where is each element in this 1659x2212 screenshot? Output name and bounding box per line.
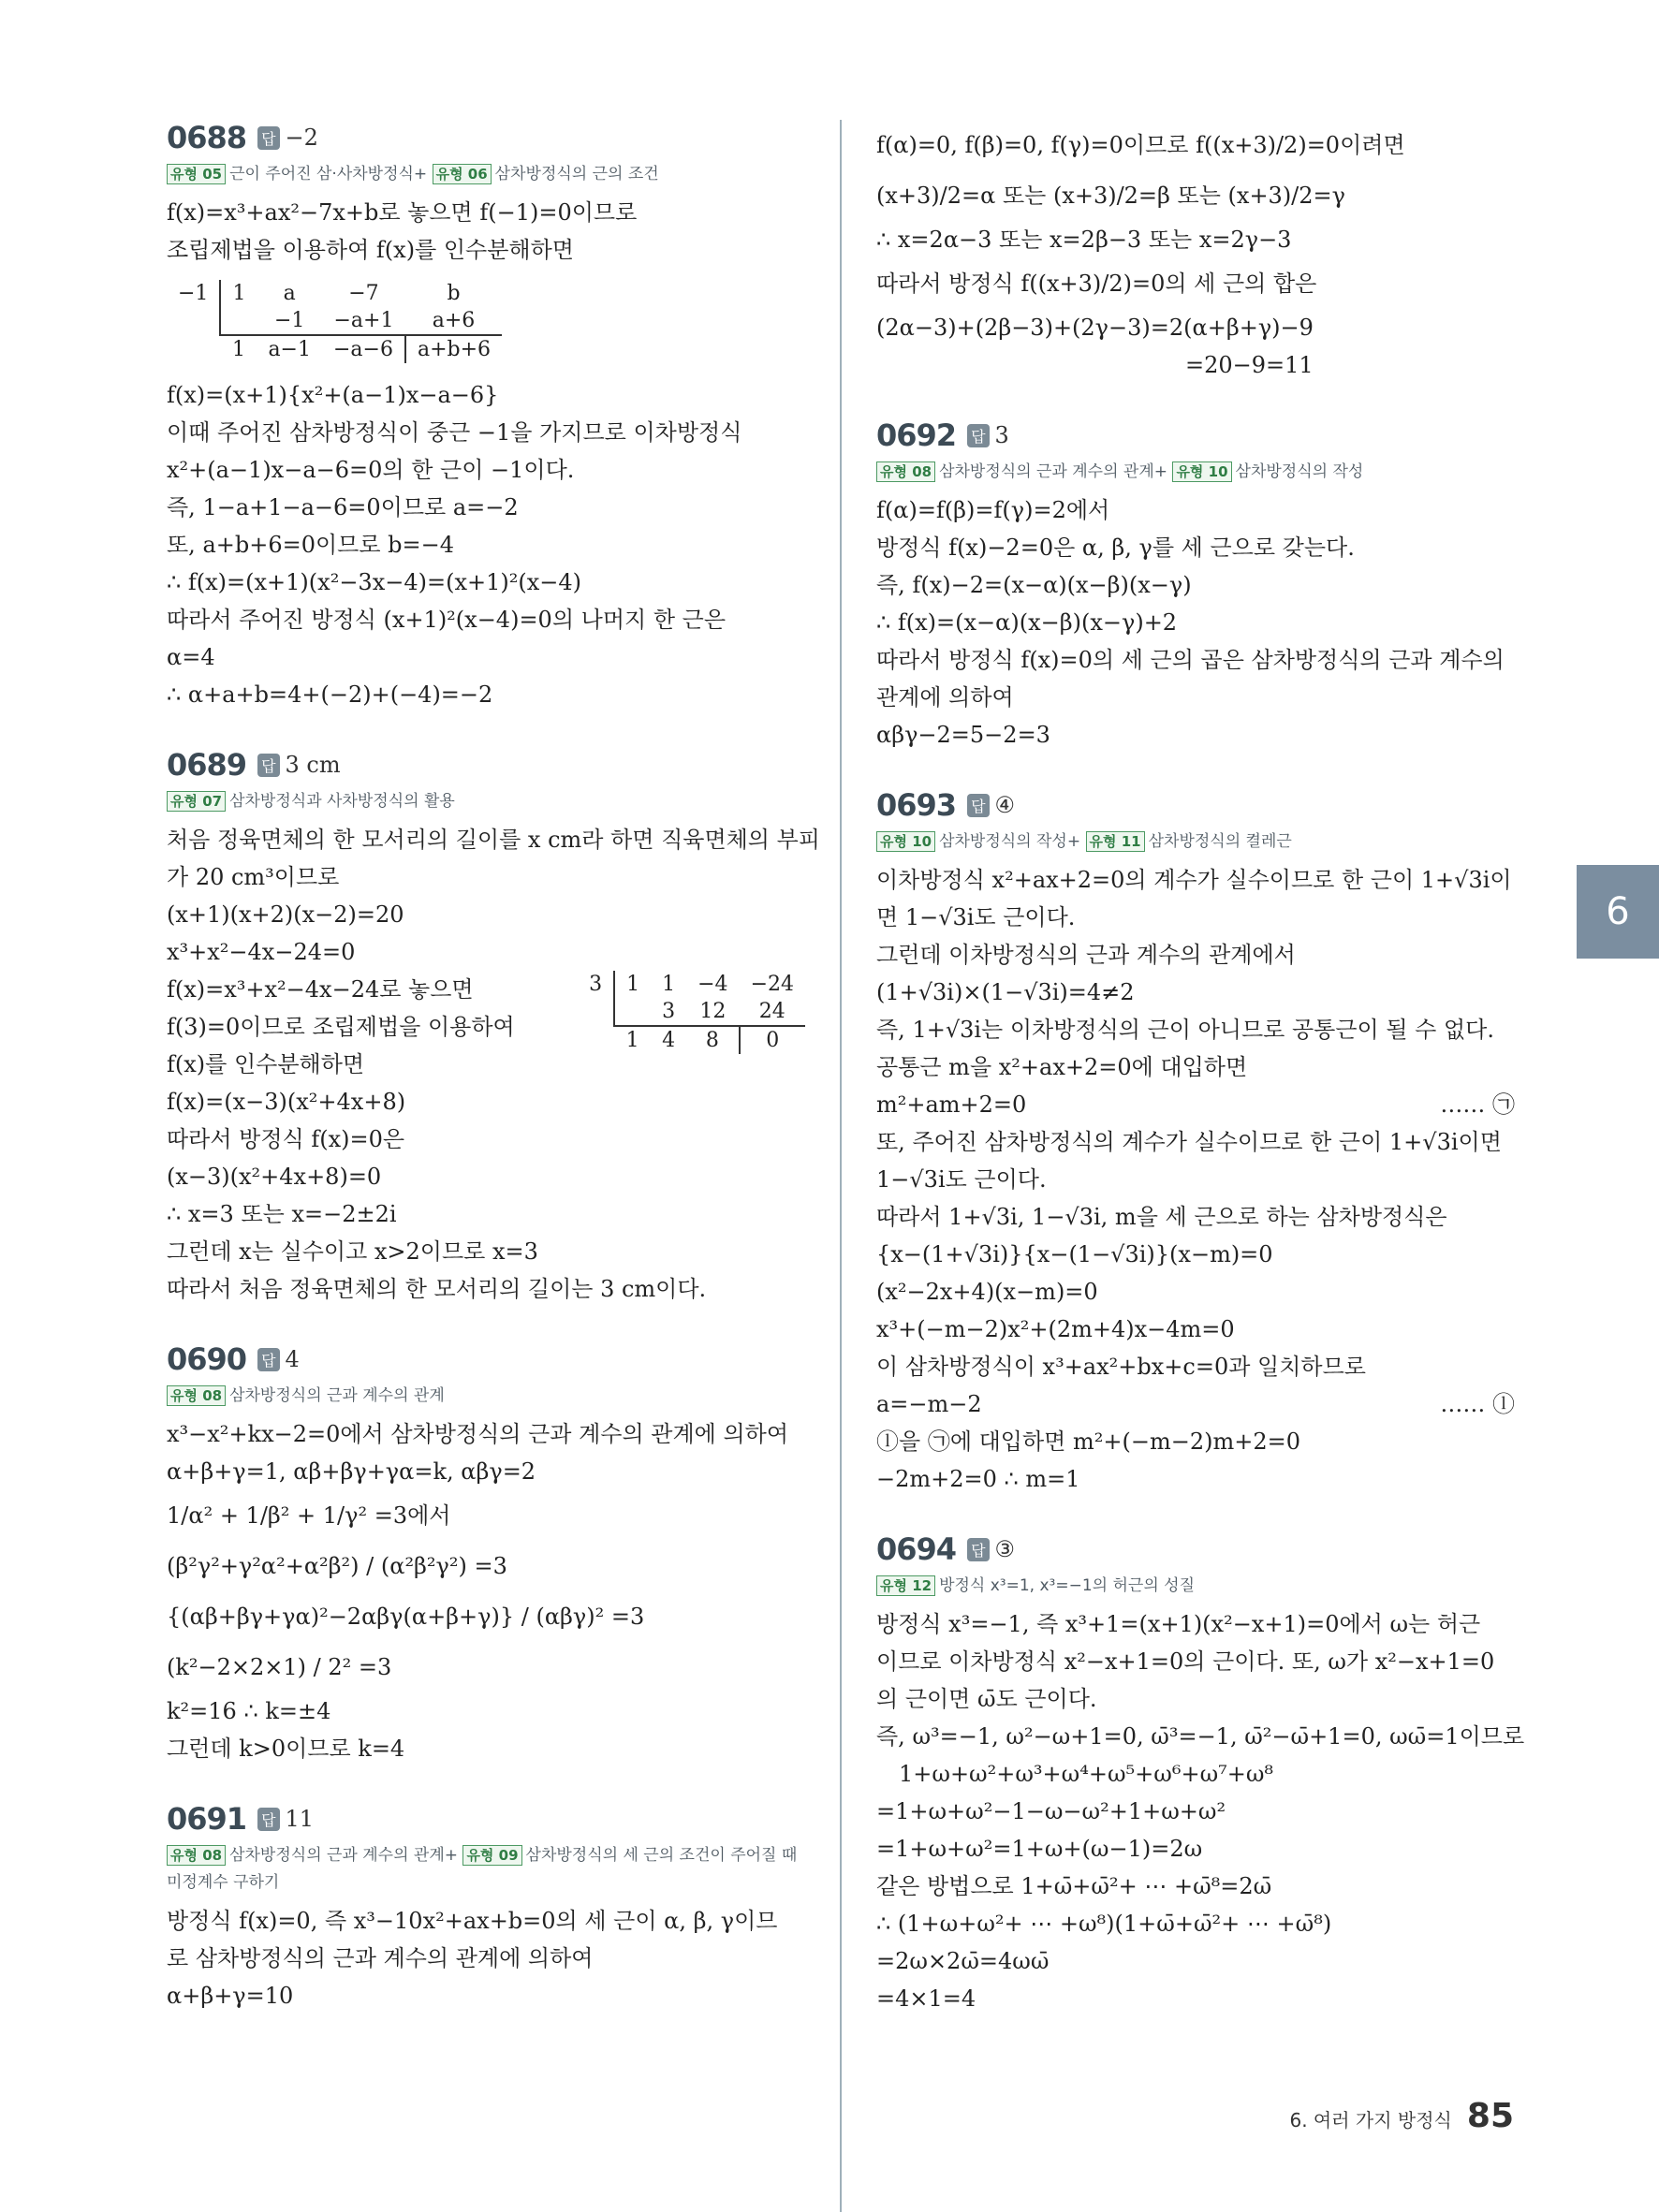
right-column <box>876 120 1525 2051</box>
problem-0692 <box>876 417 1515 754</box>
synth-cell: −24 <box>750 973 794 996</box>
solution-line: k²=16 ∴ k=±4 <box>167 1698 331 1724</box>
type-tag: 유형 12 <box>876 1575 935 1596</box>
problem-0690 <box>167 1341 805 1767</box>
type-tags <box>876 828 1515 856</box>
problem-0691 <box>167 1801 805 2014</box>
equation-text: a=−m−2 <box>876 1391 982 1417</box>
answer-label: 답 <box>967 1538 989 1561</box>
solution-line: 로 삼차방정식의 근과 계수의 관계에 의하여 <box>167 1945 594 1971</box>
synth-cell: 1 <box>614 971 651 998</box>
synth-cell: −1 <box>257 307 322 335</box>
answer-label: 답 <box>257 754 279 777</box>
solution-line: x³+x²−4x−24=0 <box>167 939 356 965</box>
synth-cell: a−1 <box>268 338 311 361</box>
synth-cell: b <box>447 282 461 305</box>
type-text: 삼차방정식의 근의 조건 <box>494 165 659 183</box>
synth-cell: 1 <box>662 973 676 996</box>
solution-line: (k²−2×2×1) / 2² =3 <box>167 1654 392 1680</box>
synth-cell <box>220 307 257 335</box>
left-column <box>167 120 820 2048</box>
solution-line: 따라서 방정식 f(x)=0은 <box>167 1126 405 1152</box>
solution-line: 즉, 1−a+1−a−6=0이므로 a=−2 <box>167 494 519 520</box>
synth-cell: 1 <box>231 338 245 361</box>
synth-divisor: −1 <box>178 282 209 305</box>
answer-value: ④ <box>994 792 1016 818</box>
type-tags <box>167 1842 805 1897</box>
answer-label: 답 <box>257 1808 279 1831</box>
equation-mark: …… ㉠ <box>1440 1091 1515 1118</box>
solution-line: 즉, ω³=−1, ω²−ω+1=0, ω̄³=−1, ω̄²−ω̄+1=0, ωω̄=1이므로 <box>876 1723 1525 1750</box>
solution-line: 즉, 1+√3i는 이차방정식의 근이 아니므로 공통근이 될 수 없다. <box>876 1017 1494 1043</box>
solution-line: ∴ x=2α−3 또는 x=2β−3 또는 x=2γ−3 <box>876 227 1292 253</box>
answer-value: −2 <box>285 125 318 151</box>
synth-cell: a+6 <box>405 307 502 335</box>
type-tag: 유형 07 <box>167 791 226 812</box>
solution-line: f(x)=x³+x²−4x−24로 놓으면 <box>167 976 474 1003</box>
page-footer <box>1289 2097 1514 2135</box>
synth-divisor: 3 <box>589 973 603 996</box>
solution-line: (x²−2x+4)(x−m)=0 <box>876 1279 1098 1305</box>
type-tags <box>167 1383 805 1410</box>
solution-line: 그런데 k>0이므로 k=4 <box>167 1736 405 1762</box>
solution-line: 1/α² + 1/β² + 1/γ² =3에서 <box>167 1502 451 1529</box>
type-text: 방정식 x³=1, x³=−1의 허근의 성질 <box>939 1576 1196 1595</box>
solution-line: 의 근이면 ω̄도 근이다. <box>876 1686 1097 1712</box>
solution-line: 처음 정육면체의 한 모서리의 길이를 x cm라 하면 직육면체의 부피 <box>167 827 820 853</box>
solution-line: =1+ω+ω²−1−ω−ω²+1+ω+ω² <box>876 1798 1226 1824</box>
problem-0693 <box>876 787 1515 1498</box>
equation-mark: …… ⓛ <box>1440 1391 1515 1417</box>
solution-line: 면 1−√3i도 근이다. <box>876 904 1076 930</box>
type-tag: 유형 10 <box>1172 461 1231 482</box>
solution-line: 같은 방법으로 1+ω̄+ω̄²+ ⋯ +ω̄⁸=2ω̄ <box>876 1873 1272 1899</box>
synth-cell: −a−6 <box>332 338 393 361</box>
solution-line: 또, a+b+6=0이므로 b=−4 <box>167 532 455 558</box>
solution-line: ∴ x=3 또는 x=−2±2i <box>167 1201 397 1227</box>
synth-remainder: 0 <box>740 1026 805 1054</box>
solution-line: 방정식 f(x)−2=0은 α, β, γ를 세 근으로 갖는다. <box>876 535 1355 561</box>
page-number: 85 <box>1466 2097 1514 2135</box>
problem-0694 <box>876 1531 1525 2017</box>
synth-cell: −4 <box>697 973 728 996</box>
type-tag: 유형 10 <box>876 831 935 852</box>
solution-line: x³+(−m−2)x²+(2m+4)x−4m=0 <box>876 1316 1235 1342</box>
solution-line: f(x)=(x−3)(x²+4x+8) <box>167 1089 406 1115</box>
solution-line: ∴ α+a+b=4+(−2)+(−4)=−2 <box>167 681 493 708</box>
solution-line: 가 20 cm³이므로 <box>167 864 340 890</box>
answer-value: ③ <box>994 1536 1016 1562</box>
solution-line: =2ω×2ω̄=4ωω̄ <box>876 1948 1050 1974</box>
synth-remainder: a+b+6 <box>405 335 502 363</box>
problem-number: 0689 <box>167 747 247 783</box>
solution-line: f(x)=x³+ax²−7x+b로 놓으면 f(−1)=0이므로 <box>167 199 638 226</box>
synth-cell: −7 <box>348 282 379 305</box>
synthetic-division <box>578 971 805 1054</box>
type-text: 삼차방정식의 작성 <box>1235 462 1364 481</box>
solution-line: {x−(1+√3i)}{x−(1−√3i)}(x−m)=0 <box>876 1241 1273 1267</box>
solution-line: =20−9=11 <box>1185 352 1314 378</box>
type-text: 삼차방정식의 근과 계수의 관계+ <box>229 1846 459 1865</box>
synth-cell: 24 <box>740 998 805 1026</box>
type-tags <box>876 1573 1515 1600</box>
solution-line: 조립제법을 이용하여 f(x)를 인수분해하면 <box>167 237 574 263</box>
solution-line: (β²γ²+γ²α²+α²β²) / (α²β²γ²) =3 <box>167 1553 507 1579</box>
synth-cell: 3 <box>651 998 686 1026</box>
answer-label: 답 <box>257 1348 279 1371</box>
solution-line: 1+ω+ω²+ω³+ω⁴+ω⁵+ω⁶+ω⁷+ω⁸ <box>899 1761 1274 1787</box>
solution-line: x²+(a−1)x−a−6=0의 한 근이 −1이다. <box>167 457 575 483</box>
type-text: 삼차방정식의 근과 계수의 관계+ <box>939 462 1168 481</box>
synth-cell: a <box>283 282 296 305</box>
type-text: 삼차방정식의 근과 계수의 관계 <box>229 1386 445 1405</box>
type-tags <box>167 788 805 815</box>
type-tag: 유형 09 <box>462 1845 521 1866</box>
problem-number: 0691 <box>167 1801 247 1837</box>
type-text: 삼차방정식의 세 근의 조건이 주어질 때 미정계수 구하기 <box>167 1846 798 1892</box>
problem-number: 0694 <box>876 1531 957 1567</box>
synth-cell: 8 <box>705 1029 719 1052</box>
solution-line: f(x)를 인수분해하면 <box>167 1051 365 1077</box>
solution-line: 따라서 처음 정육면체의 한 모서리의 길이는 3 cm이다. <box>167 1276 707 1302</box>
type-tag: 유형 06 <box>433 164 492 184</box>
answer-value: 4 <box>285 1346 300 1372</box>
type-tag: 유형 11 <box>1086 831 1145 852</box>
solution-line: ∴ (1+ω+ω²+ ⋯ +ω⁸)(1+ω̄+ω̄²+ ⋯ +ω̄⁸) <box>876 1911 1332 1937</box>
type-text: 삼차방정식의 켤레근 <box>1148 832 1292 851</box>
solution-line: 그런데 이차방정식의 근과 계수의 관계에서 <box>876 942 1296 968</box>
solution-line <box>876 1385 1515 1423</box>
solution-line: 이므로 이차방정식 x²−x+1=0의 근이다. 또, ω가 x²−x+1=0 <box>876 1648 1495 1675</box>
answer-value: 3 <box>994 422 1009 448</box>
type-tag: 유형 08 <box>876 461 935 482</box>
synth-cell: 4 <box>662 1029 676 1052</box>
column-divider <box>840 120 842 2212</box>
solution-line: 방정식 x³=−1, 즉 x³+1=(x+1)(x²−x+1)=0에서 ω는 허근 <box>876 1611 1481 1637</box>
solution-line: =4×1=4 <box>876 1985 976 2012</box>
problem-number: 0688 <box>167 120 247 155</box>
solution-line: (1+√3i)×(1−√3i)=4≠2 <box>876 979 1135 1005</box>
solution-line: αβγ−2=5−2=3 <box>876 722 1050 748</box>
answer-label: 답 <box>257 126 279 150</box>
chapter-side-tab: 6 <box>1577 865 1659 959</box>
synth-cell: 1 <box>220 280 257 307</box>
solution-line: 즉, f(x)−2=(x−α)(x−β)(x−γ) <box>876 572 1192 598</box>
solution-line: (2α−3)+(2β−3)+(2γ−3)=2(α+β+γ)−9 <box>876 315 1314 341</box>
solution-line: 이때 주어진 삼차방정식이 중근 −1을 가지므로 이차방정식 <box>167 419 742 446</box>
solution-line: x³−x²+kx−2=0에서 삼차방정식의 근과 계수의 관계에 의하여 <box>167 1421 789 1447</box>
solution-line: 따라서 방정식 f((x+3)/2)=0의 세 근의 합은 <box>876 271 1317 297</box>
problem-0691-continued <box>876 120 1515 384</box>
solution-line: f(3)=0이므로 조립제법을 이용하여 <box>167 1014 515 1040</box>
type-text: 근이 주어진 삼·사차방정식+ <box>229 165 428 183</box>
solution-line: α+β+γ=10 <box>167 1983 294 2009</box>
chapter-title: 6. 여러 가지 방정식 <box>1289 2109 1452 2131</box>
solution-line: 이차방정식 x²+ax+2=0의 계수가 실수이므로 한 근이 1+√3i이 <box>876 867 1512 893</box>
synth-cell: −a+1 <box>322 307 405 335</box>
problem-number: 0692 <box>876 417 957 453</box>
answer-value: 3 cm <box>285 752 341 778</box>
type-text: 삼차방정식과 사차방정식의 활용 <box>229 792 455 811</box>
type-text: 삼차방정식의 작성+ <box>939 832 1081 851</box>
solution-line: (x+3)/2=α 또는 (x+3)/2=β 또는 (x+3)/2=γ <box>876 183 1345 209</box>
type-tag: 유형 08 <box>167 1845 226 1866</box>
solution-line: f(α)=f(β)=f(γ)=2에서 <box>876 497 1110 523</box>
problem-number: 0690 <box>167 1341 247 1377</box>
type-tags <box>876 459 1515 486</box>
problem-0689 <box>167 747 820 1308</box>
solution-line: 그런데 x는 실수이고 x>2이므로 x=3 <box>167 1238 538 1265</box>
solution-line: α=4 <box>167 644 215 670</box>
answer-label: 답 <box>967 794 989 817</box>
solution-line: ∴ f(x)=(x+1)(x²−3x−4)=(x+1)²(x−4) <box>167 569 581 595</box>
answer-value: 11 <box>285 1806 315 1832</box>
synth-cell: 1 <box>625 1029 639 1052</box>
solution-line: 방정식 f(x)=0, 즉 x³−10x²+ax+b=0의 세 근이 α, β, γ이므 <box>167 1908 778 1934</box>
equation-text: m²+am+2=0 <box>876 1091 1027 1118</box>
solution-line: 관계에 의하여 <box>876 684 1014 710</box>
problem-0688 <box>167 120 805 713</box>
solution-line: 이 삼차방정식이 x³+ax²+bx+c=0과 일치하므로 <box>876 1354 1366 1380</box>
solution-line: ∴ f(x)=(x−α)(x−β)(x−γ)+2 <box>876 609 1178 636</box>
synth-cell <box>614 998 651 1026</box>
solution-line: (x+1)(x+2)(x−2)=20 <box>167 901 404 928</box>
solution-line: 따라서 주어진 방정식 (x+1)²(x−4)=0의 나머지 한 근은 <box>167 607 726 633</box>
solution-line: =1+ω+ω²=1+ω+(ω−1)=2ω <box>876 1836 1203 1862</box>
type-tag: 유형 08 <box>167 1385 226 1406</box>
solution-line: f(α)=0, f(β)=0, f(γ)=0이므로 f((x+3)/2)=0이려면 <box>876 132 1405 158</box>
solution-line: 1−√3i도 근이다. <box>876 1166 1047 1193</box>
synth-cell: 12 <box>686 998 739 1026</box>
problem-number: 0693 <box>876 787 957 823</box>
solution-line: α+β+γ=1, αβ+βγ+γα=k, αβγ=2 <box>167 1458 536 1485</box>
solution-line: 또, 주어진 삼차방정식의 계수가 실수이므로 한 근이 1+√3i이면 <box>876 1129 1502 1155</box>
solution-line: 따라서 방정식 f(x)=0의 세 근의 곱은 삼차방정식의 근과 계수의 <box>876 647 1505 673</box>
synthetic-division <box>167 280 805 363</box>
type-tag: 유형 05 <box>167 164 226 184</box>
solution-line: f(x)=(x+1){x²+(a−1)x−a−6} <box>167 382 499 408</box>
type-tags <box>167 161 805 188</box>
solution-line: 따라서 1+√3i, 1−√3i, m을 세 근으로 하는 삼차방정식은 <box>876 1204 1447 1230</box>
solution-line: (x−3)(x²+4x+8)=0 <box>167 1164 382 1190</box>
solution-line: −2m+2=0 ∴ m=1 <box>876 1466 1080 1492</box>
answer-label: 답 <box>967 424 989 447</box>
solution-line <box>876 1086 1515 1123</box>
solution-line: {(αβ+βγ+γα)²−2αβγ(α+β+γ)} / (αβγ)² =3 <box>167 1604 645 1630</box>
solution-line: ⓛ을 ㉠에 대입하면 m²+(−m−2)m+2=0 <box>876 1428 1300 1455</box>
solution-line: 공통근 m을 x²+ax+2=0에 대입하면 <box>876 1054 1248 1080</box>
